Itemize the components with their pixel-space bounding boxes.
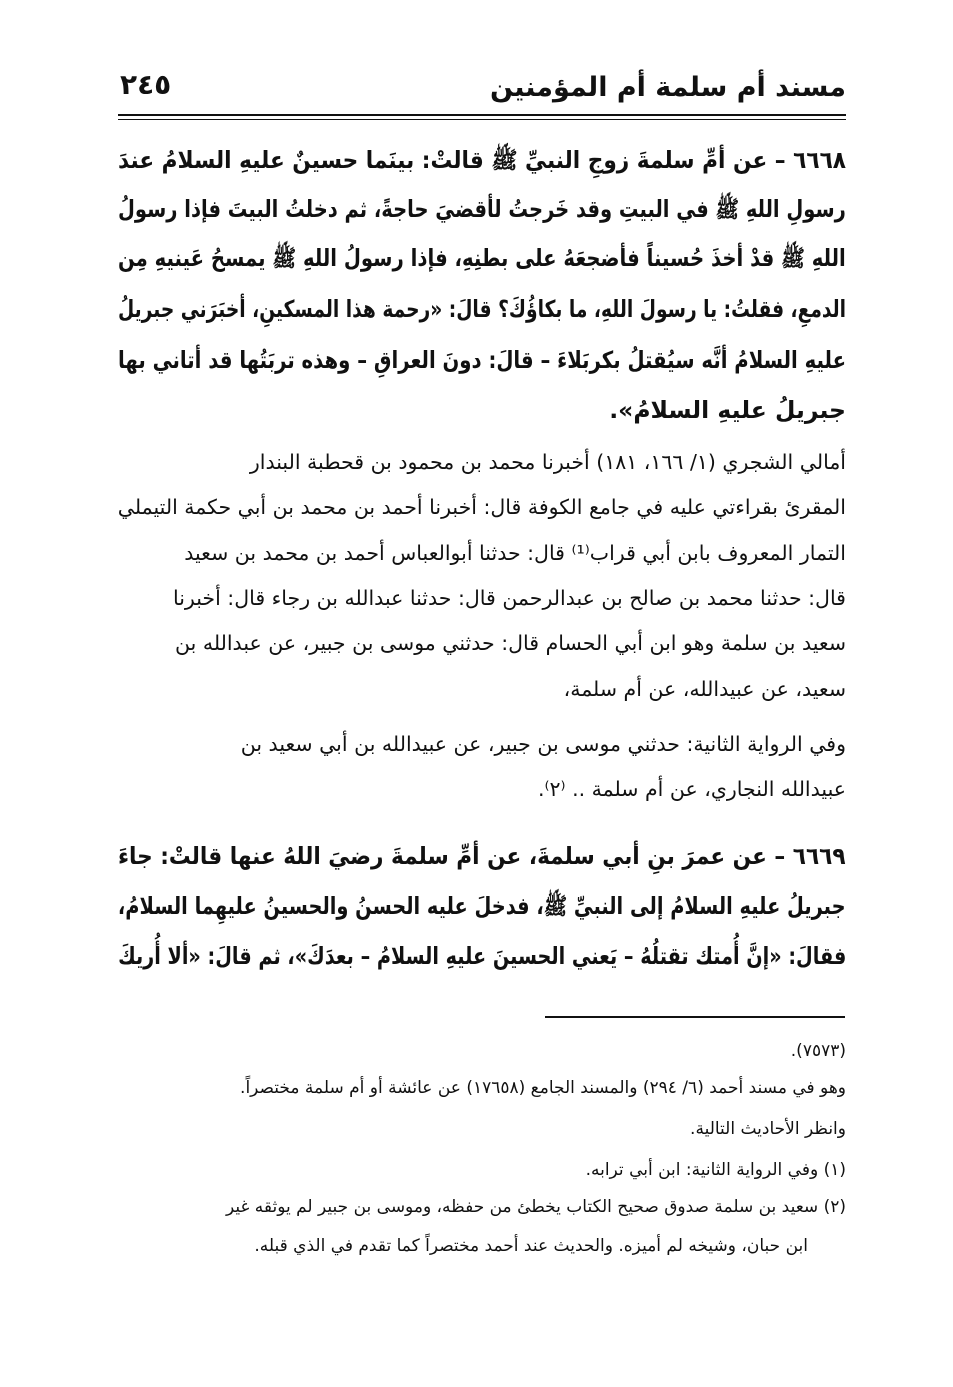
header-rule-thick — [118, 114, 846, 116]
footnote-1: (١) وفي الرواية الثانية: ابن أبي ترابه. — [585, 1160, 846, 1180]
source-line-3: التمار المعروف بابن أبي قراب⁽¹⁾ قال: حدثنا أبوالعباس أحمد بن محمد بن سعيد — [184, 541, 846, 565]
footnote-line-2: وهو في مسند أحمد (٦/ ٢٩٤) والمسند الجامع (١٧٦٥٨) عن عائشة أو أم سلمة مختصراً. — [240, 1078, 846, 1098]
source-line-5: سعيد بن سلمة وهو ابن أبي الحسام قال: حدثني موسى بن جبير، عن عبدالله بن — [175, 631, 846, 655]
footnote-2-line-2: ابن حبان، وشيخه لم أميزه. والحديث عند أحمد مختصراً كما تقدم في الذي قبله. — [254, 1236, 808, 1256]
running-title: مسند أم سلمة أم المؤمنين — [489, 72, 846, 103]
source-line-4: قال: حدثنا محمد بن صالح بن عبدالرحمن قال: حدثنا عبدالله بن رجاء قال: أخبرنا — [172, 586, 846, 610]
hadith-6669-line-2: جبريلُ عليهِ السلامُ إلى النبيِّ ﷺ، فدخلَ عليه الحسنُ والحسينُ عليهِما السلامُ، — [118, 892, 846, 920]
page-header — [118, 62, 846, 112]
footnote-line-3: وانظر الأحاديث التالية. — [690, 1119, 846, 1139]
source-line-1: أمالي الشجري (١/ ١٦٦، ١٨١) أخبرنا محمد بن محمود بن قحطبة البندار — [249, 450, 846, 474]
hadith-6668-line-3: اللهِ ﷺ قدْ أخذَ حُسيناً فأضجعَهُ على بطنِهِ، فإذا رسولُ اللهِ ﷺ يمسحُ عَينيهِ مِن — [118, 244, 846, 272]
hadith-6669-line-3: فقالَ: «إنَّ أُمتك تقتلُهُ – يَعني الحسينَ عليهِ السلامُ – بعدَكَ»، ثم قالَ: «ألا أُريكَ — [117, 942, 846, 970]
narration-line-1: وفي الرواية الثانية: حدثني موسى بن جبير، عن عبيدالله بن أبي سعيد بن — [240, 732, 846, 756]
hadith-6669-line-1: ٦٦٦٩ – عن عمرَ بنِ أبي سلمةَ، عن أمِّ سلمةَ رضيَ اللهُ عنها قالتْ: جاءَ — [118, 842, 846, 870]
footnote-separator — [545, 1016, 845, 1018]
hadith-6668-line-5: عليهِ السلامُ أنَّه سيُقتلُ بكربَلاءَ – قالَ: دونَ العراقِ – وهذه تربَتُها قد أتاني بها — [117, 346, 846, 374]
source-line-6: سعيد، عن عبيدالله، عن أم سلمة، — [563, 677, 846, 701]
hadith-6668-line-4: الدمعِ، فقلتُ: يا رسولَ اللهِ، ما بكاؤُكَ؟ قالَ: «رحمة هذا المسكينِ، أخبَرَني جبريلُ — [117, 295, 846, 323]
page-number: ٢٤٥ — [120, 68, 172, 101]
hadith-6668-line-2: رسولِ اللهِ ﷺ في البيتِ وقد خَرجتُ لأقضيَ حاجةً، ثم دخلتُ البيتَ فإذا رسولُ — [118, 195, 846, 223]
header-rule-thin — [118, 119, 846, 120]
footnote-line-1: (٧٥٧٣). — [790, 1041, 846, 1061]
source-line-2: المقرئ بقراءتي عليه في جامع الكوفة قال: أخبرنا أحمد بن محمد بن أبي حكمة التيملي — [117, 495, 846, 519]
hadith-6668-line-6: جبريلُ عليهِ السلامُ». — [609, 396, 846, 424]
hadith-6668-line-1: ٦٦٦٨ – عن أمِّ سلمةَ زوجِ النبيِّ ﷺ قالتْ: بينَما حسينٌ عليهِ السلامُ عندَ — [117, 146, 846, 174]
footnote-2-line-1: (٢) سعيد بن سلمة صدوق صحيح الكتاب يخطئ من حفظه، وموسى بن جبير لم يوثقه غير — [225, 1197, 846, 1217]
narration-line-2: عبيدالله النجاري، عن أم سلمة .. ⁽٢⁾. — [537, 777, 846, 801]
